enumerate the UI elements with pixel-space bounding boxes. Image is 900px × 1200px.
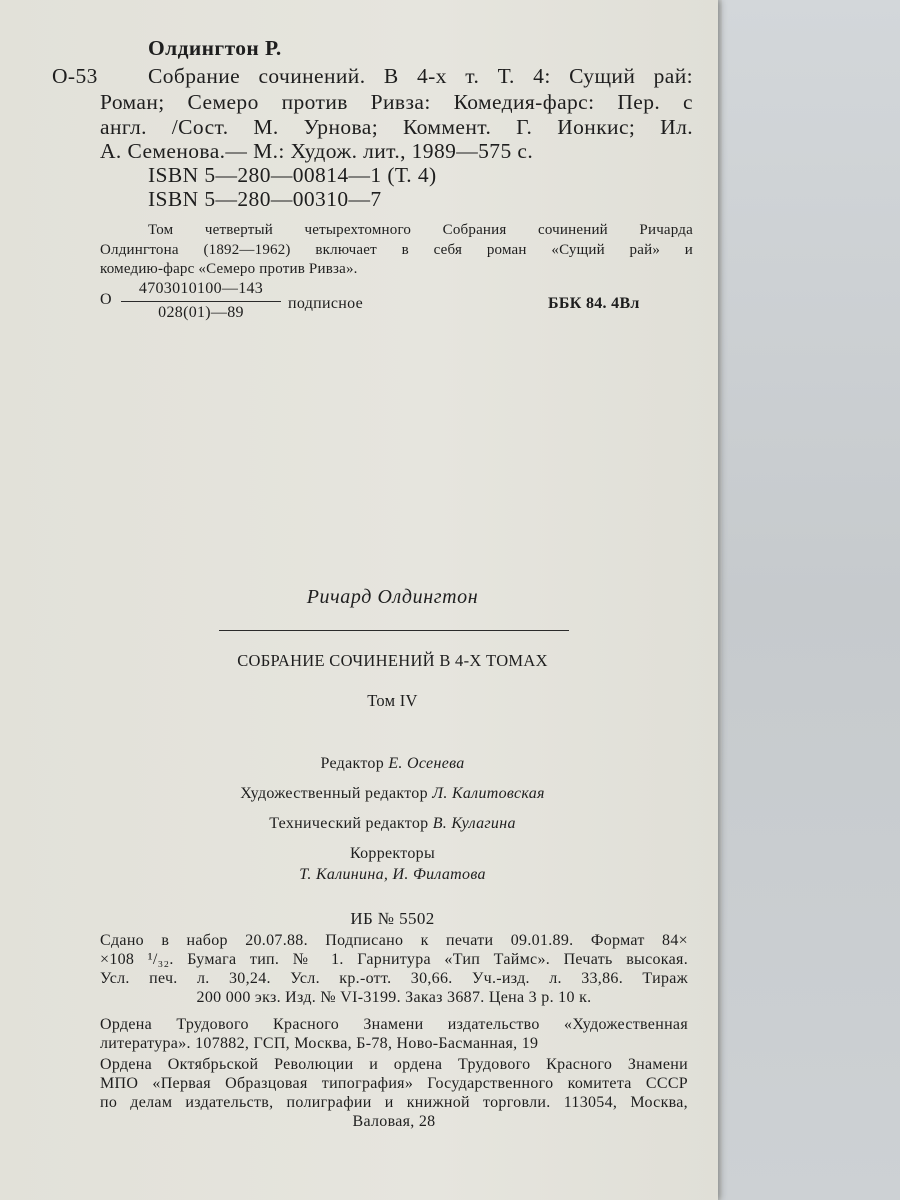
printer-line-3: по делам издательств, полиграфии и книжной торговли. 113054, Москва,	[100, 1094, 688, 1111]
print-info-line-2: ×108 ¹/₃₂. Бумага тип. № 1. Гарнитура «Тип Таймс». Печать высокая.	[100, 951, 688, 968]
print-info-line-4: 200 000 экз. Изд. № VI-3199. Заказ 3687. Цена 3 р. 10 к.	[196, 989, 592, 1006]
proofreaders-names: Т. Калинина, И. Филатова	[299, 866, 486, 883]
catalog-line-3: англ. /Сост. М. Урнова; Коммент. Г. Ионкис; Ил.	[100, 115, 693, 139]
code-numerator: 4703010100—143	[138, 280, 264, 297]
print-info-line-1: Сдано в набор 20.07.88. Подписано к печати 09.01.89. Формат 84×	[100, 932, 688, 949]
print-info-line-3: Усл. печ. л. 30,24. Усл. кр.-отт. 30,66. Уч.-изд. л. 33,86. Тираж	[100, 970, 688, 987]
publisher-line-2: литература». 107882, ГСП, Москва, Б-78, Ново-Басманная, 19	[100, 1035, 539, 1052]
ib-number: ИБ № 5502	[350, 909, 435, 928]
isbn-set: ISBN 5—280—00310—7	[148, 187, 382, 211]
series-title: СОБРАНИЕ СОЧИНЕНИЙ В 4-Х ТОМАХ	[237, 651, 548, 670]
tech-editor-line	[150, 815, 635, 833]
code-fraction	[121, 280, 281, 322]
subscription-note: подписное	[288, 295, 364, 312]
author-heading: Олдингтон Р.	[148, 36, 282, 60]
art-editor-name: Л. Калитовская	[432, 785, 545, 802]
annotation-line-3: комедию-фарс «Семеро против Ривза».	[100, 261, 358, 277]
tech-editor-name: В. Кулагина	[432, 815, 516, 832]
bbk-code: ББК 84. 4Вл	[548, 295, 640, 312]
catalog-line-1: Собрание сочинений. В 4-х т. Т. 4: Сущий рай:	[148, 64, 693, 88]
annotation-line-2: Олдингтона (1892—1962) включает в себя роман «Сущий рай» и	[100, 242, 693, 258]
separator-rule	[219, 630, 569, 631]
art-editor-label: Художественный редактор	[240, 785, 428, 802]
catalog-line-4: А. Семенова.— М.: Худож. лит., 1989—575 с.	[100, 139, 534, 163]
printer-line-2: МПО «Первая Образцовая типография» Государственного комитета СССР	[100, 1075, 688, 1092]
code-prefix: О	[100, 291, 112, 308]
imprint-author: Ричард Олдингтон	[306, 586, 479, 608]
printer-line-4: Валовая, 28	[352, 1113, 436, 1130]
art-editor-line	[150, 785, 635, 803]
publisher-line-1: Ордена Трудового Красного Знамени издательство «Художественная	[100, 1016, 688, 1033]
isbn-volume: ISBN 5—280—00814—1 (Т. 4)	[148, 163, 437, 187]
tech-editor-label: Технический редактор	[269, 815, 429, 832]
annotation-line-1: Том четвертый четырехтомного Собрания сочинений Ричарда	[148, 222, 693, 238]
catalog-line-2: Роман; Семеро против Ривза: Комедия-фарс: Пер. с	[100, 90, 693, 114]
background-surface	[722, 0, 900, 1200]
proofreaders-label: Корректоры	[349, 845, 436, 862]
editor-line	[150, 755, 635, 773]
printer-line-1: Ордена Октябрьской Революции и ордена Трудового Красного Знамени	[100, 1056, 688, 1073]
volume-number: Том IV	[367, 691, 418, 710]
editor-name: Е. Осенева	[388, 755, 465, 772]
index-code: О-53	[52, 64, 98, 88]
editor-label: Редактор	[320, 755, 385, 772]
code-denominator: 028(01)—89	[121, 301, 281, 322]
